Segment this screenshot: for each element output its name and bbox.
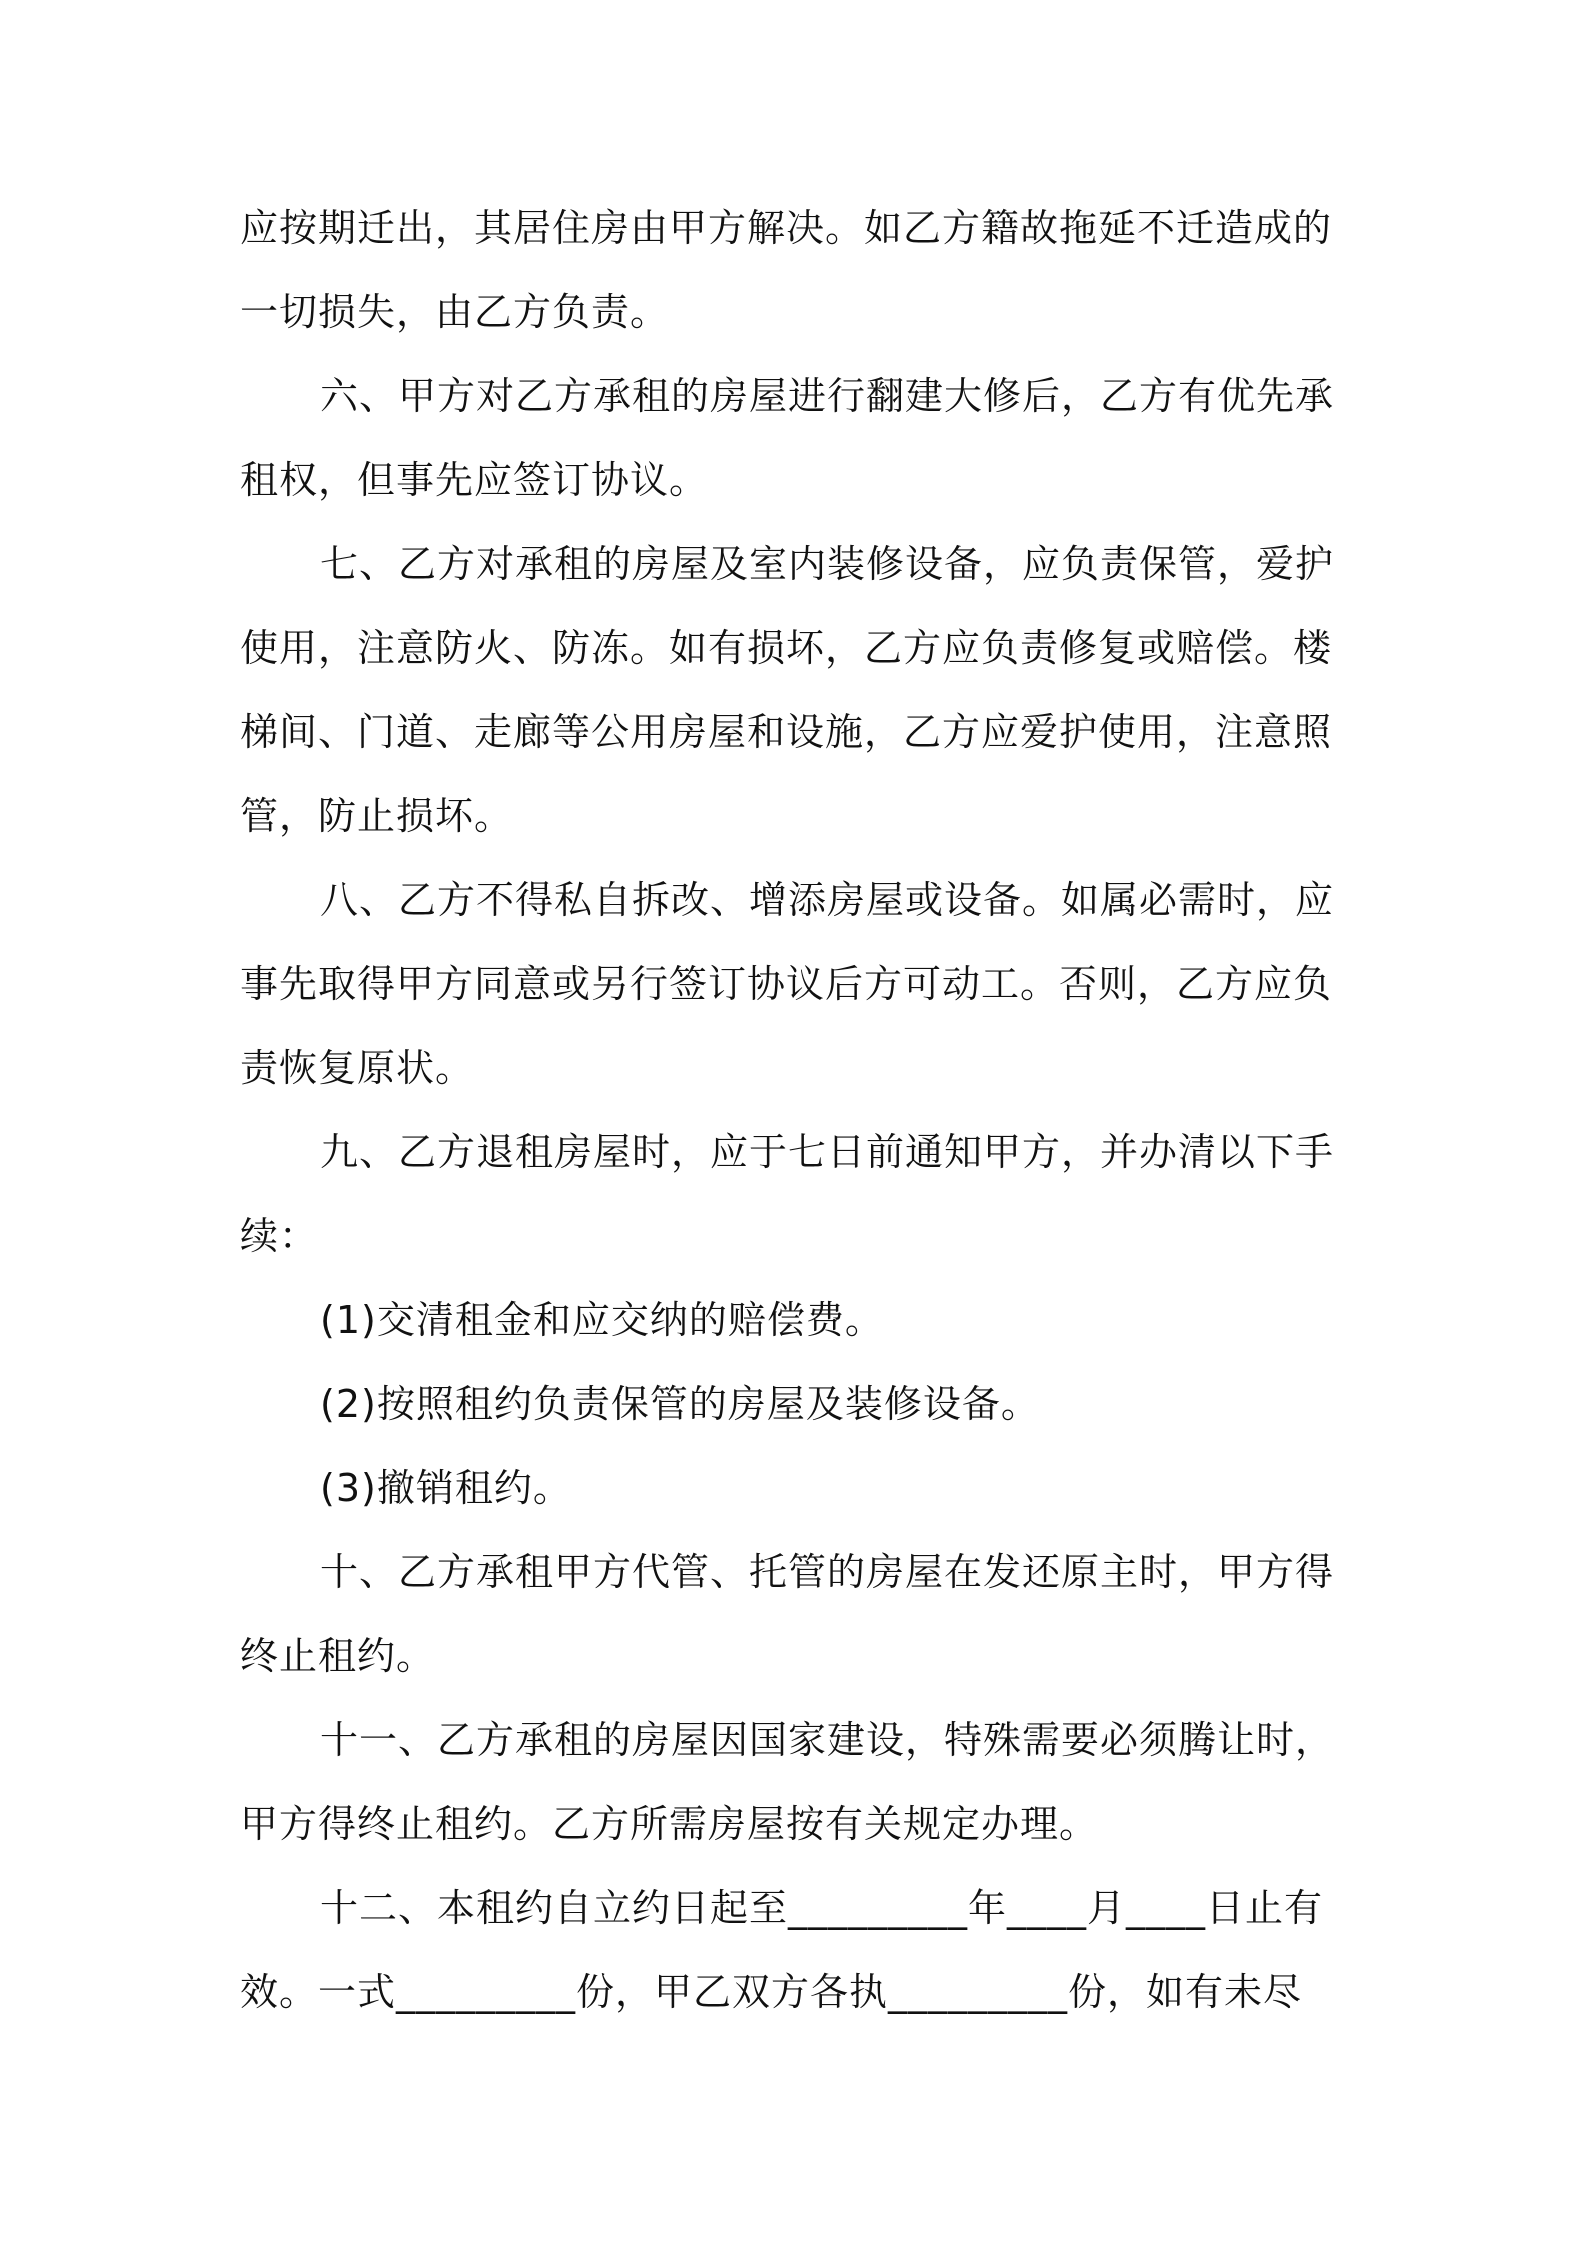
- text-line: 事先取得甲方同意或另行签订协议后方可动工。否则，乙方应负: [240, 962, 1333, 1006]
- list-item-2: (2)按照租约负责保管的房屋及装修设备。: [320, 1382, 1040, 1426]
- text-line: 应按期迁出，其居住房由甲方解决。如乙方籍故拖延不迁造成的: [240, 206, 1333, 250]
- clause-11-line: 十一、乙方承租的房屋因国家建设，特殊需要必须腾让时，: [320, 1718, 1335, 1762]
- text-line: 管，防止损坏。: [240, 794, 514, 838]
- text-line: 使用，注意防火、防冻。如有损坏，乙方应负责修复或赔偿。楼: [240, 626, 1333, 670]
- text-line: 责恢复原状。: [240, 1046, 475, 1090]
- text-line: 租权，但事先应签订协议。: [240, 458, 709, 502]
- clause-12-line: 十二、本租约自立约日起至_________年____月____日止有: [320, 1886, 1324, 1930]
- clause-8-line: 八、乙方不得私自拆改、增添房屋或设备。如属必需时，应: [320, 878, 1335, 922]
- clause-7-line: 七、乙方对承租的房屋及室内装修设备，应负责保管，爱护: [320, 542, 1335, 586]
- clause-9-line: 九、乙方退租房屋时，应于七日前通知甲方，并办清以下手: [320, 1130, 1335, 1174]
- clause-6-line: 六、甲方对乙方承租的房屋进行翻建大修后，乙方有优先承: [320, 374, 1335, 418]
- text-line: 一切损失，由乙方负责。: [240, 290, 670, 334]
- text-line: 效。一式_________份，甲乙双方各执_________份，如有未尽: [240, 1970, 1303, 2014]
- text-line: 续：: [240, 1214, 319, 1258]
- list-item-3: (3)撤销租约。: [320, 1466, 572, 1510]
- list-item-1: (1)交清租金和应交纳的赔偿费。: [320, 1298, 884, 1342]
- text-line: 甲方得终止租约。乙方所需房屋按有关规定办理。: [240, 1802, 1099, 1846]
- clause-10-line: 十、乙方承租甲方代管、托管的房屋在发还原主时，甲方得: [320, 1550, 1335, 1594]
- text-line: 终止租约。: [240, 1634, 436, 1678]
- text-line: 梯间、门道、走廊等公用房屋和设施，乙方应爱护使用，注意照: [240, 710, 1333, 754]
